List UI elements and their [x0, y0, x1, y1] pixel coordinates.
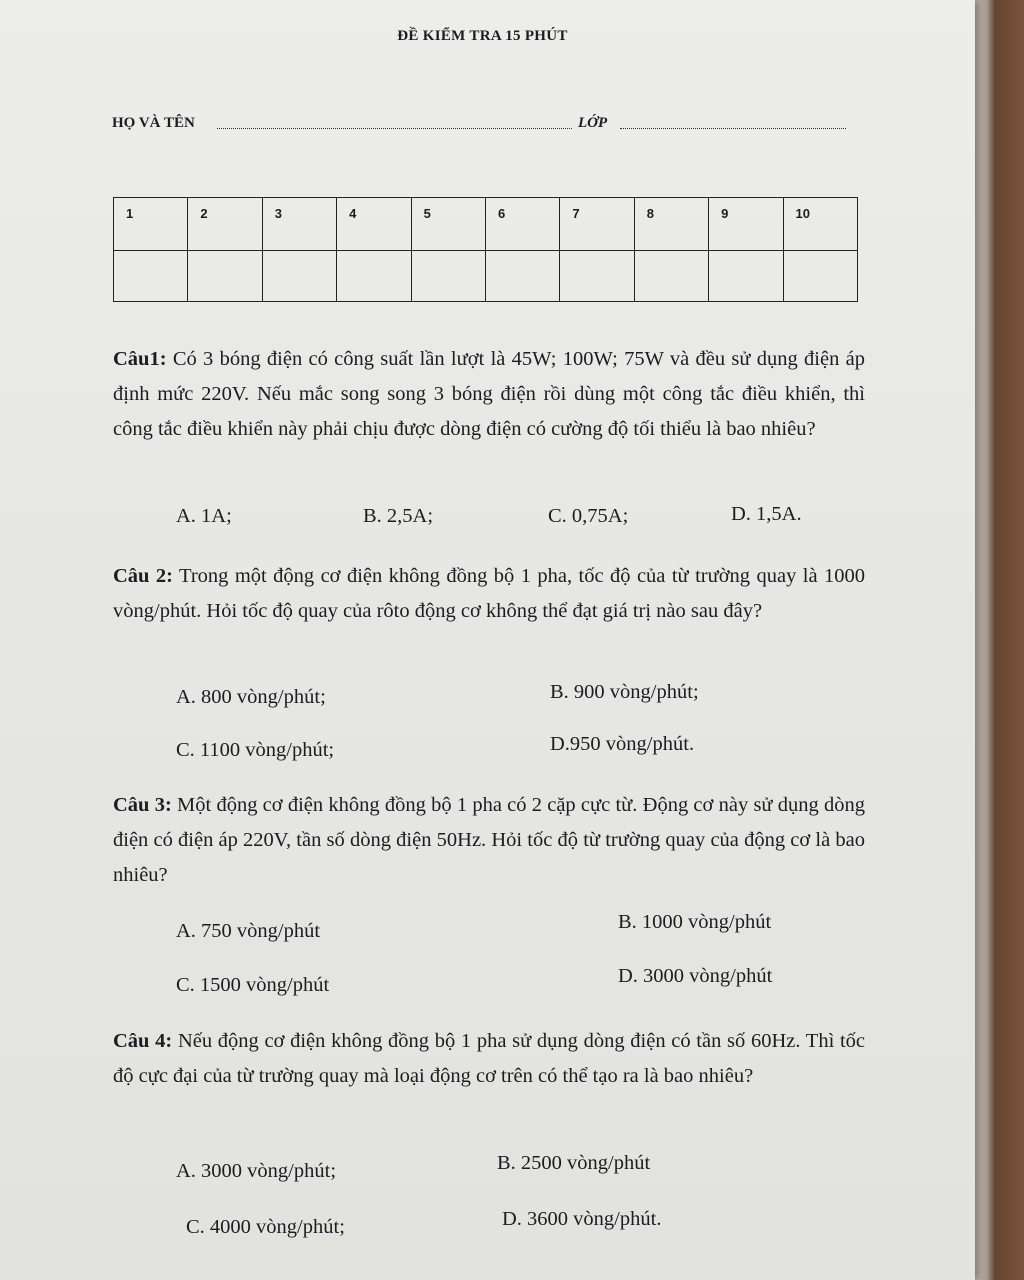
- answer-grid-number: 9: [709, 198, 783, 251]
- option-a: A. 1A;: [176, 505, 232, 527]
- option-b: B. 1000 vòng/phút: [618, 911, 772, 933]
- question-1: [113, 342, 865, 447]
- question-label: Câu1:: [113, 348, 167, 370]
- option-c: C. 1500 vòng/phút: [176, 974, 330, 996]
- question-4: [113, 1024, 865, 1094]
- exam-title: ĐỀ KIỂM TRA 15 PHÚT: [397, 28, 568, 44]
- answer-cell: [634, 251, 708, 302]
- question-label: Câu 3:: [113, 794, 172, 816]
- answer-grid-number: 10: [783, 198, 857, 251]
- answer-cell: [485, 251, 559, 302]
- answer-cell: [188, 251, 262, 302]
- class-label: LỚP: [578, 115, 608, 131]
- answer-cell: [114, 251, 188, 302]
- answer-grid: [113, 197, 858, 302]
- answer-cell: [709, 251, 783, 302]
- option-d: D. 1,5A.: [731, 503, 802, 525]
- name-blank-line: [217, 128, 572, 129]
- answer-cell: [560, 251, 634, 302]
- answer-grid-number: 2: [188, 198, 262, 251]
- answer-grid-number: 7: [560, 198, 634, 251]
- question-text: Có 3 bóng điện có công suất lần lượt là 45W; 100W; 75W và đều sử dụng điện áp định mức 220V. Nếu mắc song song 3 bóng điện rồi dùng một công tắc điều khiển, thì công tắc điều khiển này phải chịu được dòng điện có cường độ tối thiểu là bao nhiêu?: [113, 348, 865, 440]
- option-a: A. 750 vòng/phút: [176, 920, 321, 942]
- option-d: D. 3000 vòng/phút: [618, 965, 773, 987]
- answer-grid-number: 3: [262, 198, 336, 251]
- answer-grid-number-row: [114, 198, 858, 251]
- question-label: Câu 4:: [113, 1030, 173, 1052]
- answer-cell: [337, 251, 411, 302]
- option-b: B. 900 vòng/phút;: [550, 681, 699, 703]
- question-label: Câu 2:: [113, 565, 173, 587]
- option-c: C. 0,75A;: [548, 505, 629, 527]
- option-a: A. 3000 vòng/phút;: [176, 1160, 337, 1182]
- option-b: B. 2500 vòng/phút: [497, 1152, 651, 1174]
- option-a: A. 800 vòng/phút;: [176, 686, 326, 708]
- answer-cell: [411, 251, 485, 302]
- answer-grid-number: 6: [485, 198, 559, 251]
- paper-edge: [975, 0, 995, 1280]
- question-text: Trong một động cơ điện không đồng bộ 1 pha, tốc độ của từ trường quay là 1000 vòng/phút. Hỏi tốc độ quay của rôto động cơ không thể đạt giá trị nào sau đây?: [113, 565, 865, 622]
- answer-grid-number: 8: [634, 198, 708, 251]
- answer-grid-number: 5: [411, 198, 485, 251]
- student-info-row: [112, 115, 852, 137]
- question-text: Một động cơ điện không đồng bộ 1 pha có 2 cặp cực từ. Động cơ này sử dụng dòng điện có điện áp 220V, tần số dòng điện 50Hz. Hỏi tốc độ từ trường quay của động cơ là bao nhiêu?: [113, 794, 866, 886]
- option-d: D.950 vòng/phút.: [550, 733, 695, 755]
- option-d: D. 3600 vòng/phút.: [502, 1208, 662, 1230]
- answer-grid-blank-row: [114, 251, 858, 302]
- answer-cell: [262, 251, 336, 302]
- answer-grid-number: 1: [114, 198, 188, 251]
- answer-grid-number: 4: [337, 198, 411, 251]
- question-2: [113, 559, 865, 629]
- question-text: Nếu động cơ điện không đồng bộ 1 pha sử dụng dòng điện có tần số 60Hz. Thì tốc độ cực đại của từ trường quay mà loại động cơ trên có thể tạo ra là bao nhiêu?: [113, 1030, 866, 1087]
- option-c: C. 4000 vòng/phút;: [186, 1216, 345, 1238]
- question-3: [113, 788, 865, 893]
- option-b: B. 2,5A;: [363, 505, 434, 527]
- class-blank-line: [620, 128, 846, 129]
- answer-cell: [783, 251, 857, 302]
- option-c: C. 1100 vòng/phút;: [176, 739, 335, 761]
- name-label: HỌ VÀ TÊN: [112, 115, 195, 131]
